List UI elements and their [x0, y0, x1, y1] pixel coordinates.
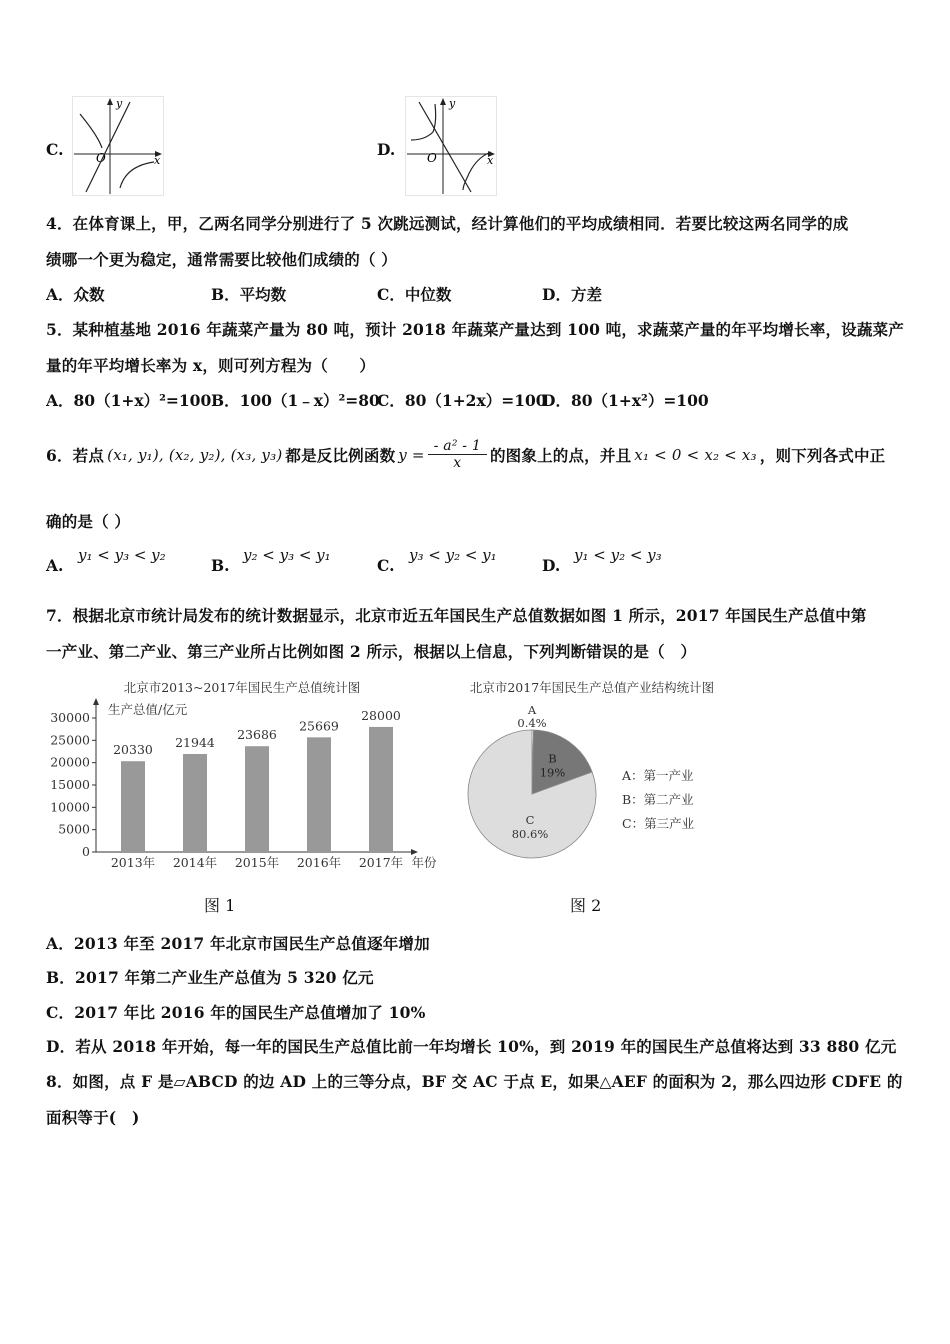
bar-chart-x-tick-label: 2014年 — [172, 855, 218, 870]
bar-chart-y-tick-label: 10000 — [50, 799, 90, 815]
q7-option-a: A．2013 年至 2017 年北京市国民生产总值逐年增加 — [46, 934, 430, 953]
bar-chart-bar — [307, 737, 331, 852]
q7-option-d: D．若从 2018 年开始，每一年的国民生产总值比前一年均增长 10%，到 2019 年的国民生产总值将达到 33 880 亿元 — [46, 1037, 897, 1056]
bar-chart-y-tick-label: 0 — [82, 844, 90, 859]
q6-option-c-expr: y₃ < y₂ < y₁ — [409, 546, 497, 564]
bar-chart-data-label: 20330 — [113, 742, 153, 758]
q7-option-b: B．2017 年第二产业生产总值为 5 320 亿元 — [46, 968, 374, 987]
bar-chart-ylabel: 生产总值/亿元 — [108, 702, 188, 717]
q6-option-d-label: D. — [542, 556, 561, 575]
pie-value-a: 0.4% — [517, 716, 547, 730]
q3c-axis-x: x — [154, 154, 161, 167]
q3-option-d-label: D. — [377, 140, 396, 159]
q5-option-b: B．100（1﹣x）²=80 — [211, 391, 380, 410]
bar-chart-bar — [369, 727, 393, 852]
q3-option-c-graph — [72, 96, 164, 196]
pie-label-c: C — [525, 813, 535, 827]
bar-chart-y-tick-label: 25000 — [50, 732, 90, 748]
q6-option-a-label: A. — [46, 556, 64, 575]
bar-chart-x-tick-label: 2016年 — [296, 855, 342, 870]
q6-option-b-label: B. — [211, 556, 230, 575]
bar-chart-data-label: 23686 — [237, 727, 277, 743]
q6-points: (x₁, y₁), (x₂, y₂), (x₃, y₃) — [107, 445, 283, 464]
q5-line-1: 5．某种植基地 2016 年蔬菜产量为 80 吨，预计 2018 年蔬菜产量达到 100 吨，求蔬菜产量的年平均增长率，设蔬菜产 — [46, 320, 904, 339]
q4-line-2: 绩哪一个更为稳定，通常需要比较他们成绩的（ ） — [46, 250, 397, 269]
bar-chart-data-label: 21944 — [175, 734, 215, 750]
bar-chart-data-label: 28000 — [361, 707, 401, 723]
bar-chart-y-arrow — [93, 698, 99, 705]
figure-2-caption: 图 2 — [570, 896, 602, 915]
q5-option-d: D．80（1+x²）=100 — [542, 391, 709, 410]
q6-mid2: 的图象上的点，并且 — [489, 445, 632, 465]
bar-chart-xlabel: 年份 — [411, 855, 437, 870]
q3d-axis-y: y — [449, 97, 456, 110]
bar-chart-x-tick-label: 2013年 — [110, 855, 156, 870]
q6-condition: x₁ < 0 < x₂ < x₃ — [634, 445, 757, 464]
figure-1-caption: 图 1 — [204, 896, 236, 915]
bar-chart-y-tick-label: 15000 — [50, 777, 90, 792]
pie-legend-b: B：第二产业 — [622, 792, 694, 807]
q4-option-c: C．中位数 — [377, 285, 452, 304]
q3d-origin: O — [427, 151, 437, 165]
q7-option-c: C．2017 年比 2016 年的国民生产总值增加了 10% — [46, 1003, 426, 1022]
bar-chart-y-tick-label: 30000 — [50, 710, 90, 725]
bar-chart-bar — [121, 761, 145, 852]
pie-value-b: 19% — [539, 765, 566, 780]
pie-label-b: B — [548, 751, 557, 766]
pie-chart-title: 北京市2017年国民生产总值产业结构统计图 — [469, 680, 715, 695]
q6-suffix: ，则下列各式中正 — [759, 445, 886, 465]
bar-chart-title: 北京市2013~2017年国民生产总值统计图 — [123, 680, 361, 695]
q6-func-lhs: y = — [398, 445, 425, 464]
q6-func-numerator: - a² - 1 — [428, 438, 487, 455]
q6-option-c-label: C. — [377, 556, 395, 575]
bar-chart-bar — [245, 746, 269, 852]
bar-chart-bar — [183, 754, 207, 852]
q4-option-a: A．众数 — [46, 285, 105, 304]
q5-option-c: C．80（1+2x）=100 — [377, 391, 547, 410]
q4-line-1: 4．在体育课上，甲，乙两名同学分别进行了 5 次跳远测试，经计算他们的平均成绩相同．若要比较这两名同学的成 — [46, 214, 849, 233]
q3-option-c-label: C. — [46, 140, 64, 159]
q8-line-1: 8．如图，点 F 是▱ABCD 的边 AD 上的三等分点，BF 交 AC 于点 E，如果△AEF 的面积为 2，那么四边形 CDFE 的 — [46, 1072, 903, 1091]
bar-chart — [42, 676, 442, 881]
pie-legend-a: A：第一产业 — [622, 768, 694, 783]
q3d-axis-x: x — [487, 154, 494, 167]
q4-option-d: D．方差 — [542, 285, 602, 304]
q3c-origin: O — [96, 151, 106, 165]
q7-line-2: 一产业、第二产业、第三产业所占比例如图 2 所示，根据以上信息，下列判断错误的是（ ） — [46, 642, 697, 661]
pie-value-c: 80.6% — [511, 827, 549, 841]
q5-option-a: A．80（1+x）²=100 — [46, 391, 212, 410]
q6-option-b-expr: y₂ < y₃ < y₁ — [243, 546, 331, 564]
q6-func-denominator: x — [453, 455, 462, 471]
bar-chart-y-tick-label: 5000 — [58, 821, 90, 837]
q6-function-fraction — [428, 438, 487, 471]
bar-chart-y-tick-label: 20000 — [50, 754, 90, 770]
bar-chart-x-tick-label: 2015年 — [234, 855, 280, 870]
bar-chart-data-label: 25669 — [299, 718, 339, 734]
q4-option-b: B．平均数 — [211, 285, 287, 304]
q6-option-a-expr: y₁ < y₃ < y₂ — [78, 546, 166, 564]
q6-option-d-expr: y₁ < y₂ < y₃ — [574, 546, 662, 564]
q3c-axis-y: y — [116, 97, 123, 110]
q6-line-1 — [46, 438, 885, 471]
q3-option-d-graph — [405, 96, 497, 196]
pie-label-a: A — [527, 703, 537, 717]
q6-mid: 都是反比例函数 — [285, 445, 396, 465]
q7-line-1: 7．根据北京市统计局发布的统计数据显示，北京市近五年国民生产总值数据如图 1 所示，2017 年国民生产总值中第 — [46, 606, 867, 625]
q5-line-2: 量的年平均增长率为 x，则可列方程为（ ） — [46, 356, 376, 375]
pie-chart — [446, 676, 766, 881]
bar-chart-x-tick-label: 2017年 — [358, 855, 404, 870]
q6-line-2: 确的是（ ） — [46, 512, 131, 531]
q6-prefix: 6．若点 — [46, 445, 105, 465]
pie-legend-c: C：第三产业 — [622, 816, 695, 831]
q8-line-2: 面积等于( ) — [46, 1108, 140, 1127]
